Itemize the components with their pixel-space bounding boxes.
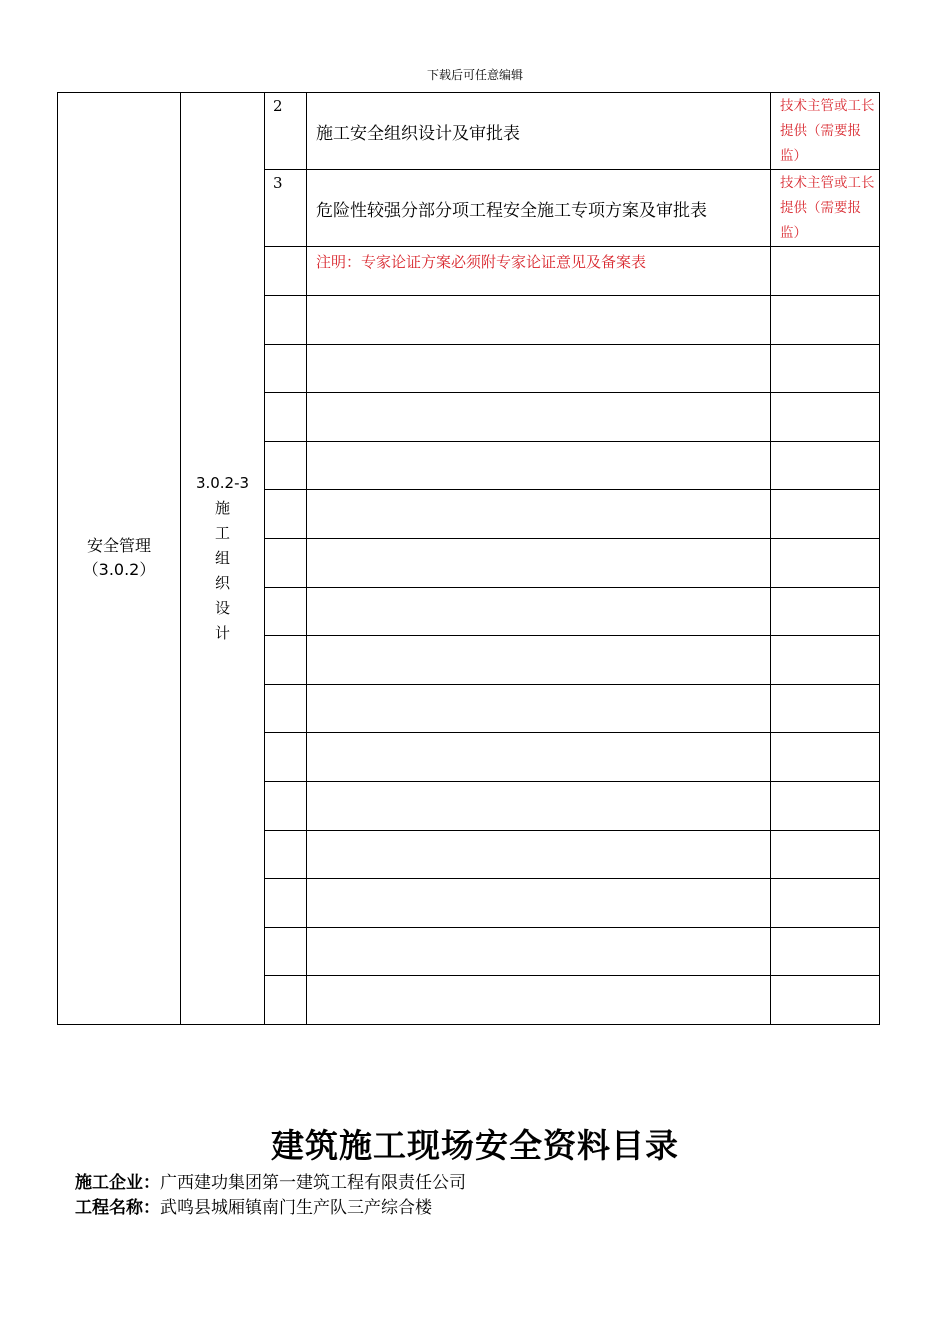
responsible-cell: [771, 393, 880, 442]
row-number: 3: [265, 170, 307, 247]
row-number: [265, 441, 307, 490]
subcategory-cell: [181, 93, 265, 1025]
item-cell: [307, 441, 771, 490]
row-number: [265, 490, 307, 539]
row-number: [265, 733, 307, 782]
item-cell: [307, 684, 771, 733]
item-cell: [307, 344, 771, 393]
project-line: [75, 1196, 432, 1220]
category-cell: [58, 93, 181, 1025]
responsible-cell: 技术主管或工长提供（需要报监）: [771, 93, 880, 170]
responsible-cell: [771, 781, 880, 830]
subcategory-char: 施: [214, 498, 230, 517]
subcategory-char: 工: [214, 523, 230, 542]
item-cell: [307, 781, 771, 830]
row-number: [265, 247, 307, 296]
responsible-cell: [771, 296, 880, 345]
page-title: 建筑施工现场安全资料目录: [271, 1126, 679, 1165]
project-label: 工程名称：: [75, 1198, 160, 1218]
item-cell: [307, 490, 771, 539]
category-name: 安全管理: [86, 536, 151, 556]
row-number: [265, 927, 307, 976]
subcategory-char: 组: [214, 548, 230, 567]
row-number: [265, 636, 307, 685]
safety-records-table: [57, 92, 880, 1025]
responsible-cell: [771, 733, 880, 782]
subcategory-char: 设: [214, 598, 230, 617]
row-number: [265, 393, 307, 442]
row-number: [265, 296, 307, 345]
item-cell: [307, 636, 771, 685]
table-row: [58, 93, 880, 170]
row-number: [265, 830, 307, 879]
responsible-cell: 技术主管或工长提供（需要报监）: [771, 170, 880, 247]
row-number: [265, 538, 307, 587]
row-number: [265, 781, 307, 830]
responsible-cell: [771, 247, 880, 296]
item-text: 危险性较强分部分项工程安全施工专项方案及审批表: [316, 201, 707, 221]
responsible-cell: [771, 927, 880, 976]
row-number: [265, 976, 307, 1025]
item-cell: [307, 296, 771, 345]
company-line: [75, 1171, 466, 1195]
responsible-cell: [771, 830, 880, 879]
row-number: [265, 344, 307, 393]
responsible-cell: [771, 879, 880, 928]
note-cell: 注明：专家论证方案必须附专家论证意见及备案表: [307, 247, 771, 296]
subcategory-code: 3.0.2-3: [195, 473, 250, 492]
responsible-cell: [771, 587, 880, 636]
subcategory-char: 计: [214, 623, 230, 642]
project-value: 武鸣县城厢镇南门生产队三产综合楼: [160, 1198, 432, 1218]
row-number: [265, 587, 307, 636]
item-text: 施工安全组织设计及审批表: [316, 124, 520, 144]
company-label: 施工企业：: [75, 1173, 160, 1193]
responsible-cell: [771, 976, 880, 1025]
responsible-cell: [771, 636, 880, 685]
item-cell: [307, 538, 771, 587]
item-cell: [307, 587, 771, 636]
responsible-cell: [771, 441, 880, 490]
responsible-cell: [771, 538, 880, 587]
item-cell: [307, 879, 771, 928]
row-number: [265, 879, 307, 928]
item-cell: [307, 830, 771, 879]
item-cell: [307, 976, 771, 1025]
responsible-cell: [771, 684, 880, 733]
category-code: （3.0.2）: [82, 560, 156, 580]
header-note: 下载后可任意编辑: [426, 68, 523, 82]
item-cell: [307, 393, 771, 442]
company-value: 广西建功集团第一建筑工程有限责任公司: [160, 1173, 466, 1193]
row-number: [265, 684, 307, 733]
subcategory-char: 织: [214, 573, 230, 592]
responsible-cell: [771, 344, 880, 393]
row-number: 2: [265, 93, 307, 170]
item-cell: [307, 93, 771, 170]
item-cell: [307, 733, 771, 782]
responsible-cell: [771, 490, 880, 539]
item-cell: [307, 170, 771, 247]
item-cell: [307, 927, 771, 976]
